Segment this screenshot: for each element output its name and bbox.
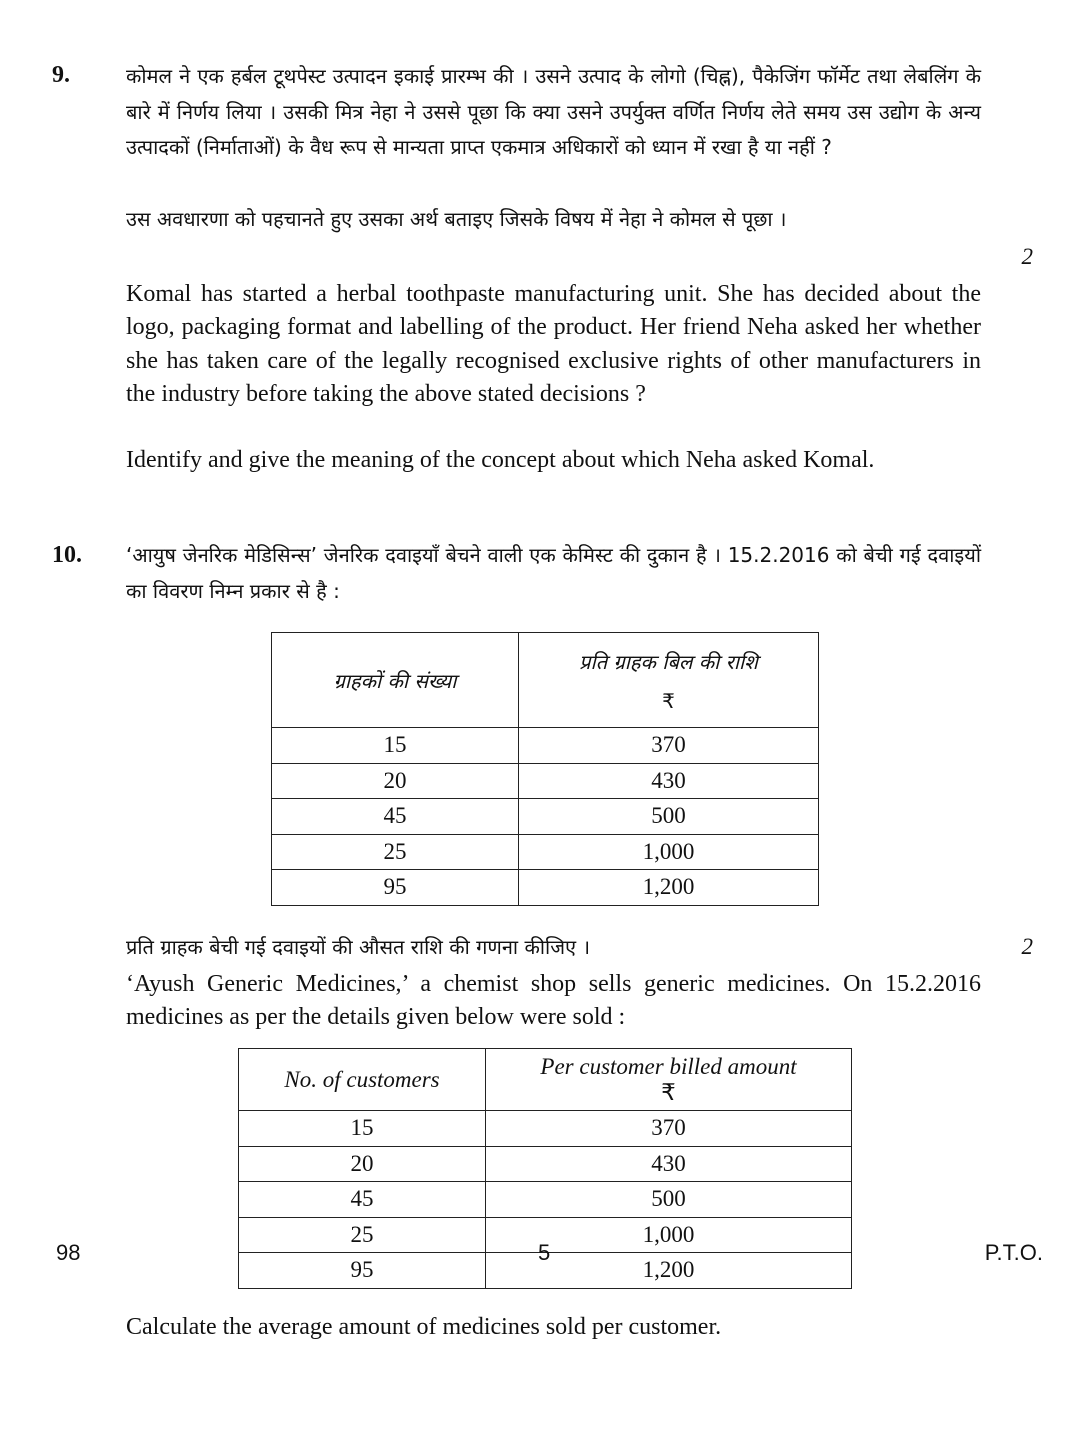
customers-cell: 95 (272, 870, 519, 906)
question-9-hindi-task: उस अवधारणा को पहचानते हुए उसका अर्थ बताइए जिसके विषय में नेहा ने कोमल से पूछा । (126, 207, 787, 231)
question-10-english-intro: ‘Ayush Generic Medicines,’ a chemist shop sells generic medicines. On 15.2.2016 medicines as per the details given below were sold : (126, 971, 981, 1031)
amount-cell: 1,200 (519, 870, 819, 906)
question-10-hindi-intro: ‘आयुष जेनरिक मेडिसिन्स’ जेनरिक दवाइयाँ बेचने वाली एक केमिस्ट की दुकान है । 15.2.2016 को बेची गई दवाइयों का विवरण निम्न प्रकार से है : (126, 543, 981, 603)
customers-cell: 95 (239, 1253, 486, 1289)
rupee-unit: ₹ (662, 688, 675, 713)
question-9-english-task: Identify and give the meaning of the concept about which Neha asked Komal. (126, 447, 875, 473)
question-9-marks: 2 (1021, 244, 1033, 269)
question-9-number: 9. (52, 62, 70, 88)
table-row (239, 1182, 852, 1218)
question-10-hindi-question: प्रति ग्राहक बेची गई दवाइयों की औसत राशि की गणना कीजिए । (126, 935, 591, 959)
question-10-english-question: Calculate the average amount of medicines sold per customer. (126, 1314, 722, 1340)
customers-cell: 45 (239, 1182, 486, 1218)
amount-cell: 1,000 (519, 834, 819, 870)
amount-cell: 1,000 (486, 1217, 852, 1253)
hindi-col-amount-header (519, 633, 819, 728)
amount-cell: 1,200 (486, 1253, 852, 1289)
amount-cell: 430 (519, 763, 819, 799)
table-row (239, 1146, 852, 1182)
footer-paper-code: 98 (56, 1240, 81, 1265)
hindi-data-table (271, 632, 819, 906)
table-row (272, 834, 819, 870)
table-row (272, 763, 819, 799)
question-10-marks: 2 (1021, 934, 1033, 959)
question-10-number: 10. (52, 542, 82, 568)
amount-cell: 500 (519, 799, 819, 835)
footer-pto: P.T.O. (984, 1240, 1043, 1265)
question-9-english-text: Komal has started a herbal toothpaste manufacturing unit. She has decided about the logo, packaging format and labelling of the product. Her friend Neha asked her whether she has taken care of the legally recognised exclusive rights of other manufacturers in the industry before taking the above stated decisions ? (126, 281, 981, 407)
customers-cell: 45 (272, 799, 519, 835)
table-header-row (239, 1049, 852, 1111)
table-header-row (272, 633, 819, 728)
amount-cell: 500 (486, 1182, 852, 1218)
hindi-col-customers-header: ग्राहकों की संख्या (272, 633, 519, 728)
footer-page-number: 5 (538, 1240, 551, 1265)
table-row (272, 799, 819, 835)
customers-cell: 25 (239, 1217, 486, 1253)
hindi-col-amount-label: प्रति ग्राहक बिल की राशि (579, 649, 758, 674)
table-row (272, 728, 819, 764)
english-col-amount-label: Per customer billed amount (540, 1053, 797, 1079)
customers-cell: 25 (272, 834, 519, 870)
rupee-unit: ₹ (661, 1079, 676, 1105)
table-row (239, 1111, 852, 1147)
amount-cell: 370 (486, 1111, 852, 1147)
customers-cell: 15 (239, 1111, 486, 1147)
customers-cell: 15 (272, 728, 519, 764)
english-col-amount-header (486, 1049, 852, 1111)
table-row (272, 870, 819, 906)
amount-cell: 370 (519, 728, 819, 764)
question-9-hindi-text: कोमल ने एक हर्बल टूथपेस्ट उत्पादन इकाई प्रारम्भ की । उसने उत्पाद के लोगो (चिह्न), पैकेजिंग फॉर्मेट तथा लेबलिंग के बारे में निर्णय लिया । उसकी मित्र नेहा ने उससे पूछा कि क्या उसने उपर्युक्त वर्णित निर्णय लेते समय उस उद्योग के अन्य उत्पादकों (निर्माताओं) के वैध रूप से मान्यता प्राप्त एकमात्र अधिकारों को ध्यान में रखा है या नहीं ? (126, 64, 981, 159)
amount-cell: 430 (486, 1146, 852, 1182)
english-col-customers-header: No. of customers (239, 1049, 486, 1111)
customers-cell: 20 (272, 763, 519, 799)
customers-cell: 20 (239, 1146, 486, 1182)
